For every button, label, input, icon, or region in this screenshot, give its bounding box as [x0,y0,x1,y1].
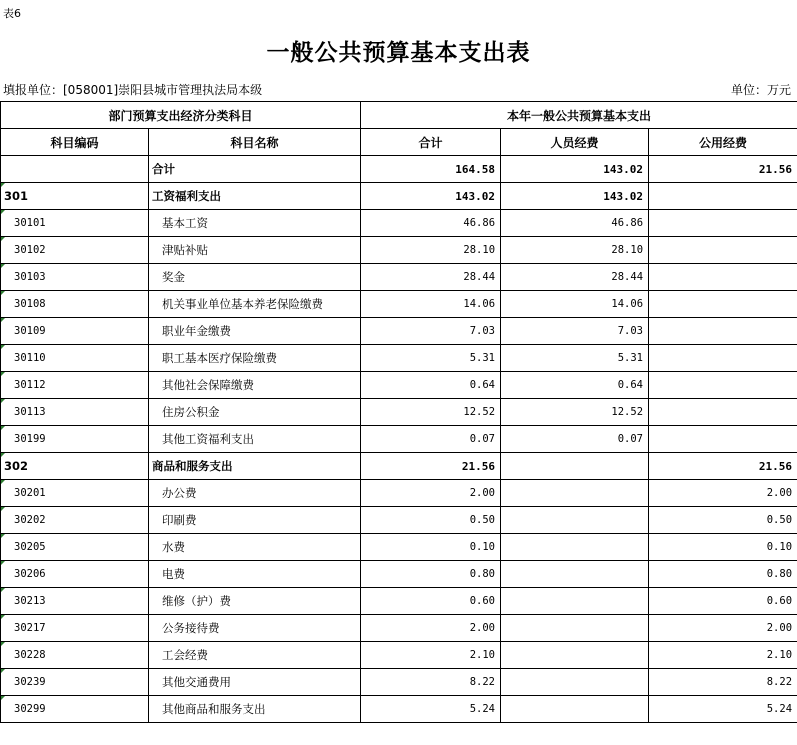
cell-personnel: 12.52 [501,399,649,426]
cell-public: 0.60 [649,588,797,615]
header-name: 科目名称 [149,129,361,156]
header-column-row [1,129,797,156]
cell-total: 164.58 [361,156,501,183]
cell-code: 30103 [1,264,149,291]
table-row [1,669,797,696]
cell-code: 301 [1,183,149,210]
cell-name: 职业年金缴费 [149,318,361,345]
cell-name: 基本工资 [149,210,361,237]
cell-total: 0.60 [361,588,501,615]
table-row [1,237,797,264]
table-row [1,426,797,453]
cell-name: 维修（护）费 [149,588,361,615]
cell-personnel: 14.06 [501,291,649,318]
cell-public [649,210,797,237]
table-row [1,372,797,399]
cell-code: 30199 [1,426,149,453]
header-personnel: 人员经费 [501,129,649,156]
cell-personnel [501,588,649,615]
table-row [1,264,797,291]
cell-code [1,156,149,183]
cell-public: 2.00 [649,615,797,642]
table-row [1,291,797,318]
cell-total: 8.22 [361,669,501,696]
table-row [1,480,797,507]
cell-name: 水费 [149,534,361,561]
cell-name: 公务接待费 [149,615,361,642]
cell-total: 14.06 [361,291,501,318]
cell-personnel: 7.03 [501,318,649,345]
cell-code: 30201 [1,480,149,507]
table-row [1,453,797,480]
cell-personnel: 46.86 [501,210,649,237]
currency-unit: 单位：万元 [730,83,791,97]
cell-public: 2.10 [649,642,797,669]
cell-total: 143.02 [361,183,501,210]
cell-personnel [501,534,649,561]
cell-public: 5.24 [649,696,797,723]
cell-public [649,237,797,264]
cell-code: 30102 [1,237,149,264]
cell-code: 30110 [1,345,149,372]
table-row [1,345,797,372]
cell-public [649,183,797,210]
cell-name: 其他商品和服务支出 [149,696,361,723]
cell-public: 0.80 [649,561,797,588]
cell-name: 其他社会保障缴费 [149,372,361,399]
cell-total: 0.64 [361,372,501,399]
cell-personnel [501,453,649,480]
cell-code: 302 [1,453,149,480]
cell-name: 电费 [149,561,361,588]
cell-personnel [501,669,649,696]
cell-personnel: 0.64 [501,372,649,399]
cell-name: 住房公积金 [149,399,361,426]
table-body [1,156,797,723]
cell-name: 机关事业单位基本养老保险缴费 [149,291,361,318]
header-code: 科目编码 [1,129,149,156]
table-row [1,156,797,183]
cell-total: 0.50 [361,507,501,534]
cell-name: 工资福利支出 [149,183,361,210]
cell-code: 30205 [1,534,149,561]
cell-personnel: 0.07 [501,426,649,453]
cell-name: 合计 [149,156,361,183]
cell-personnel: 143.02 [501,156,649,183]
cell-public [649,345,797,372]
header-total: 合计 [361,129,501,156]
cell-name: 办公费 [149,480,361,507]
cell-total: 0.80 [361,561,501,588]
cell-code: 30206 [1,561,149,588]
cell-code: 30213 [1,588,149,615]
cell-total: 28.10 [361,237,501,264]
table-row [1,642,797,669]
cell-public: 2.00 [649,480,797,507]
cell-name: 印刷费 [149,507,361,534]
table-row [1,318,797,345]
cell-code: 30228 [1,642,149,669]
table-row [1,696,797,723]
cell-total: 5.31 [361,345,501,372]
cell-personnel [501,561,649,588]
header-public: 公用经费 [649,129,797,156]
cell-name: 津贴补贴 [149,237,361,264]
cell-total: 12.52 [361,399,501,426]
cell-personnel [501,480,649,507]
cell-public [649,372,797,399]
cell-total: 0.10 [361,534,501,561]
cell-total: 0.07 [361,426,501,453]
cell-public: 21.56 [649,156,797,183]
table-row [1,210,797,237]
cell-public: 21.56 [649,453,797,480]
cell-name: 其他工资福利支出 [149,426,361,453]
cell-total: 2.00 [361,615,501,642]
cell-total: 46.86 [361,210,501,237]
table-row [1,507,797,534]
budget-table [0,101,797,723]
table-row [1,561,797,588]
cell-code: 30299 [1,696,149,723]
cell-code: 30217 [1,615,149,642]
cell-name: 奖金 [149,264,361,291]
cell-public [649,426,797,453]
reporting-unit: 填报单位：[058001]崇阳县城市管理执法局本级 [3,83,263,97]
cell-code: 30112 [1,372,149,399]
cell-personnel [501,642,649,669]
cell-name: 其他交通费用 [149,669,361,696]
cell-public [649,264,797,291]
table-number: 表6 [3,7,21,20]
cell-code: 30113 [1,399,149,426]
table-row [1,534,797,561]
header-group-row [1,102,797,129]
table-row [1,183,797,210]
cell-public: 8.22 [649,669,797,696]
table-row [1,399,797,426]
cell-public: 0.50 [649,507,797,534]
cell-total: 2.00 [361,480,501,507]
cell-personnel [501,696,649,723]
cell-name: 商品和服务支出 [149,453,361,480]
cell-code: 30101 [1,210,149,237]
cell-personnel: 28.44 [501,264,649,291]
cell-personnel [501,615,649,642]
cell-code: 30108 [1,291,149,318]
table-row [1,615,797,642]
cell-name: 职工基本医疗保险缴费 [149,345,361,372]
cell-personnel: 5.31 [501,345,649,372]
header-group-basic-expenditure: 本年一般公共预算基本支出 [361,102,797,129]
cell-total: 21.56 [361,453,501,480]
cell-public: 0.10 [649,534,797,561]
cell-total: 5.24 [361,696,501,723]
cell-public [649,318,797,345]
cell-public [649,291,797,318]
header-group-classification: 部门预算支出经济分类科目 [1,102,361,129]
cell-name: 工会经费 [149,642,361,669]
cell-personnel: 143.02 [501,183,649,210]
cell-total: 28.44 [361,264,501,291]
cell-personnel [501,507,649,534]
cell-code: 30109 [1,318,149,345]
table-row [1,588,797,615]
cell-code: 30239 [1,669,149,696]
cell-total: 7.03 [361,318,501,345]
cell-total: 2.10 [361,642,501,669]
cell-code: 30202 [1,507,149,534]
page-title: 一般公共预算基本支出表 [266,39,531,66]
cell-personnel: 28.10 [501,237,649,264]
cell-public [649,399,797,426]
